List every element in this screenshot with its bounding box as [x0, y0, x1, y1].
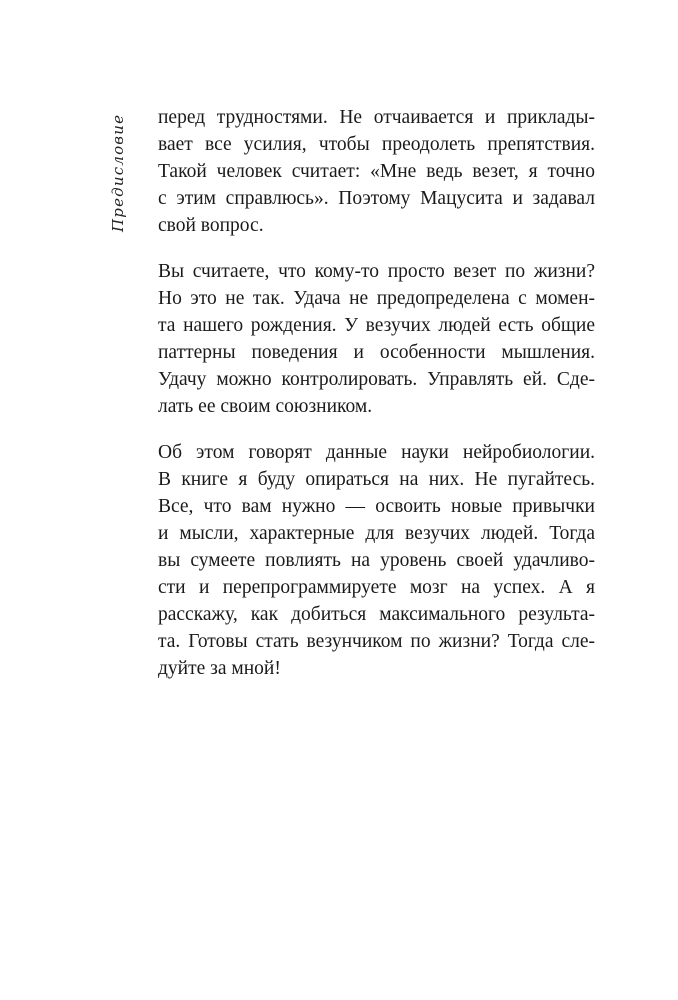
- paragraph-2: [158, 258, 595, 420]
- text-line: Но это не так. Удача не предопределена с момен-: [158, 288, 595, 309]
- running-head: Предисловие: [109, 113, 127, 232]
- paragraph-1: [158, 104, 595, 239]
- text-line: Такой человек считает: «Мне ведь везет, я точно: [158, 161, 595, 182]
- text-line: лать ее своим союзником.: [158, 396, 373, 417]
- text-line: свой вопрос.: [158, 215, 264, 236]
- text-line: Все, что вам нужно — освоить новые привычки: [158, 496, 595, 517]
- text-line: Об этом говорят данные науки нейробиологии.: [158, 442, 595, 463]
- paragraph-3: [158, 439, 595, 682]
- text-line: расскажу, как добиться максимального результа-: [158, 604, 595, 625]
- text-line: вает все усилия, чтобы преодолеть препятствия.: [158, 134, 595, 155]
- text-line: вы сумеете повлиять на уровень своей удачливо-: [158, 550, 595, 571]
- text-line: В книге я буду опираться на них. Не пугайтесь.: [158, 469, 595, 490]
- text-line: и мысли, характерные для везучих людей. Тогда: [158, 523, 595, 544]
- text-line: перед трудностями. Не отчаивается и приклады-: [158, 107, 595, 128]
- body-text: [158, 104, 595, 701]
- text-line: Удачу можно контролировать. Управлять ей. Сде-: [158, 369, 595, 390]
- text-line: дуйте за мной!: [158, 658, 281, 679]
- text-line: та. Готовы стать везунчиком по жизни? Тогда сле-: [158, 631, 595, 652]
- text-line: Вы считаете, что кому-то просто везет по жизни?: [158, 261, 595, 282]
- text-line: сти и перепрограммируете мозг на успех. А я: [158, 577, 595, 598]
- text-line: та нашего рождения. У везучих людей есть общие: [158, 315, 595, 336]
- text-line: с этим справлюсь». Поэтому Мацусита и задавал: [158, 188, 595, 209]
- text-line: паттерны поведения и особенности мышления.: [158, 342, 595, 363]
